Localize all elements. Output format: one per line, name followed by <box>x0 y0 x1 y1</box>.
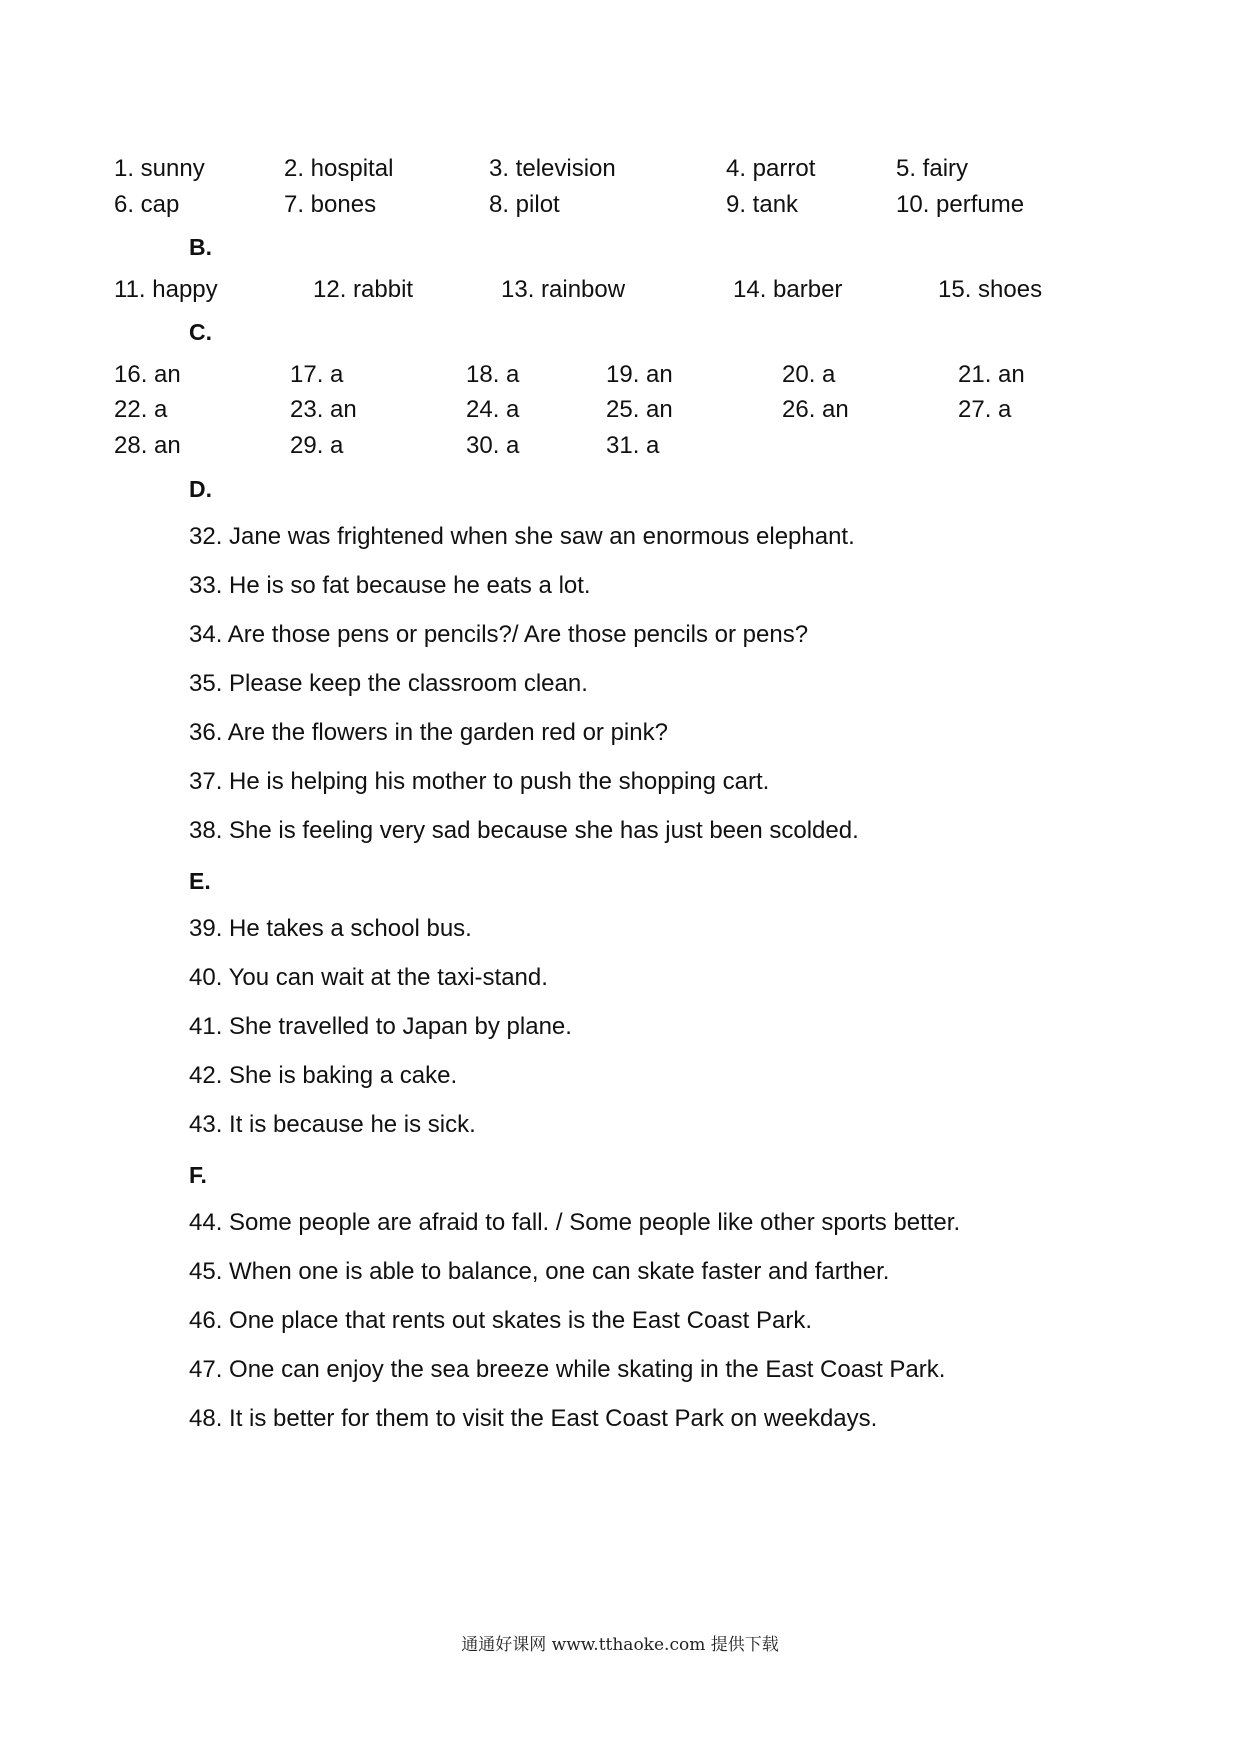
answer-sentence: 42. She is baking a cake. <box>189 1062 458 1089</box>
section-c-row-2 <box>0 393 1240 427</box>
answer-sentence: 48. It is better for them to visit the East Coast Park on weekdays. <box>189 1405 878 1432</box>
section-d-heading: D. <box>189 476 212 502</box>
answer-item: 8. pilot <box>489 191 560 218</box>
answer-sentence: 41. She travelled to Japan by plane. <box>189 1013 572 1040</box>
answer-sentence: 34. Are those pens or pencils?/ Are those pencils or pens? <box>189 621 809 648</box>
section-f-heading: F. <box>189 1162 207 1188</box>
answer-item: 9. tank <box>726 191 799 218</box>
answer-sentence: 38. She is feeling very sad because she has just been scolded. <box>189 817 859 844</box>
answer-item: 1. sunny <box>114 155 205 182</box>
footer-download-note: 通通好课网 www.tthaoke.com 提供下载 <box>461 1635 779 1655</box>
section-c-heading: C. <box>189 319 212 345</box>
answer-item: 21. an <box>958 361 1025 388</box>
answer-item: 23. an <box>290 396 357 423</box>
answer-item: 2. hospital <box>284 155 394 182</box>
answer-item: 18. a <box>466 361 520 388</box>
answer-sentence: 35. Please keep the classroom clean. <box>189 670 588 697</box>
section-a-row-1 <box>0 152 1240 186</box>
answer-item: 27. a <box>958 396 1012 423</box>
answer-sentence: 46. One place that rents out skates is the East Coast Park. <box>189 1307 812 1334</box>
answer-sentence: 36. Are the flowers in the garden red or pink? <box>189 719 668 746</box>
answer-sentence: 32. Jane was frightened when she saw an enormous elephant. <box>189 523 855 550</box>
answer-item: 15. shoes <box>938 276 1043 303</box>
section-b-heading: B. <box>189 234 212 260</box>
answer-item: 16. an <box>114 361 181 388</box>
answer-item: 19. an <box>606 361 673 388</box>
answer-sentence: 33. He is so fat because he eats a lot. <box>189 572 591 599</box>
answer-item: 4. parrot <box>726 155 816 182</box>
answer-item: 30. a <box>466 432 520 459</box>
answer-item: 12. rabbit <box>313 276 414 303</box>
answer-sentence: 37. He is helping his mother to push the shopping cart. <box>189 768 770 795</box>
answer-item: 26. an <box>782 396 849 423</box>
answer-sentence: 44. Some people are afraid to fall. / Some people like other sports better. <box>189 1209 961 1236</box>
answer-item: 3. television <box>489 155 616 182</box>
answer-item: 25. an <box>606 396 673 423</box>
answer-item: 31. a <box>606 432 660 459</box>
answer-sentence: 40. You can wait at the taxi-stand. <box>189 964 548 991</box>
answer-item: 5. fairy <box>896 155 969 182</box>
answer-item: 11. happy <box>114 276 218 303</box>
answer-item: 6. cap <box>114 191 180 218</box>
answer-sentence: 47. One can enjoy the sea breeze while skating in the East Coast Park. <box>189 1356 946 1383</box>
answer-item: 17. a <box>290 361 344 388</box>
answer-item: 14. barber <box>733 276 843 303</box>
answer-item: 13. rainbow <box>501 276 626 303</box>
answer-item: 10. perfume <box>896 191 1025 218</box>
answer-sentence: 45. When one is able to balance, one can skate faster and farther. <box>189 1258 890 1285</box>
answer-sentence: 43. It is because he is sick. <box>189 1111 476 1138</box>
answer-item: 20. a <box>782 361 836 388</box>
section-c-row-1 <box>0 358 1240 392</box>
section-a-row-2 <box>0 188 1240 222</box>
answer-item: 29. a <box>290 432 344 459</box>
answer-item: 7. bones <box>284 191 377 218</box>
answer-sentence: 39. He takes a school bus. <box>189 915 472 942</box>
answer-item: 22. a <box>114 396 168 423</box>
answer-item: 28. an <box>114 432 181 459</box>
answer-item: 24. a <box>466 396 520 423</box>
section-c-row-3 <box>0 429 1240 463</box>
section-b-row <box>0 273 1240 307</box>
section-e-heading: E. <box>189 868 211 894</box>
